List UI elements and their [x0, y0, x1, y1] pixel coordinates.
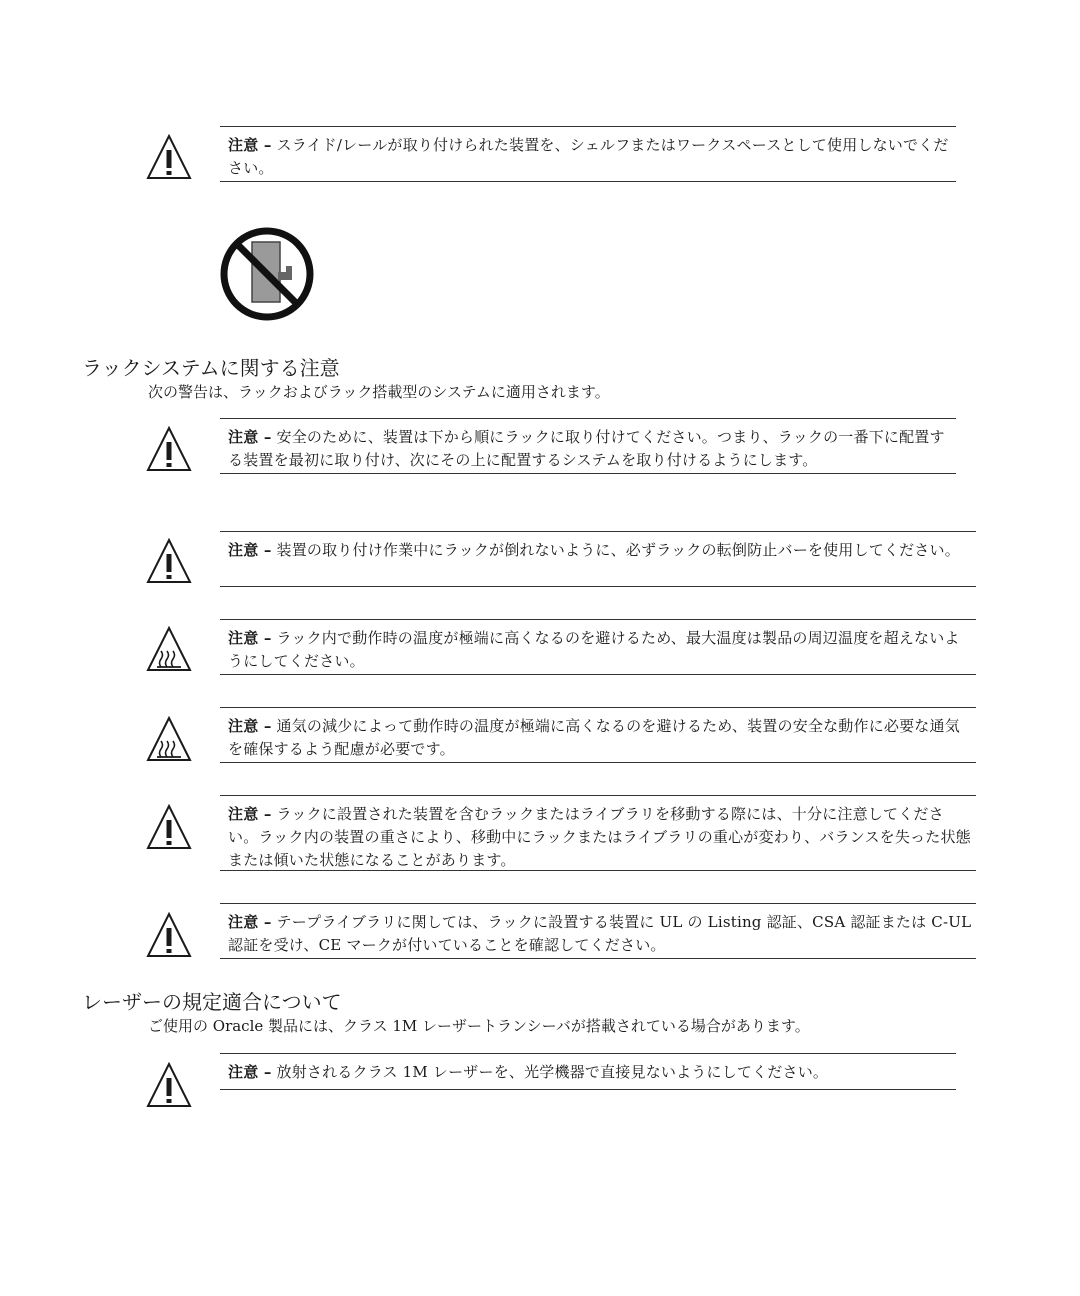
caution-label: 注意 –	[228, 805, 272, 823]
hot-surface-warning-icon	[146, 716, 192, 762]
caution-label: 注意 –	[228, 629, 272, 647]
exclamation-warning-icon	[146, 1062, 192, 1108]
caution-label: 注意 –	[228, 1063, 272, 1081]
caution-text: 安全のために、装置は下から順にラックに取り付けてください。つまり、ラックの一番下に配置する装置を最初に取り付け、次にその上に配置するシステムを取り付けるようにします。	[228, 428, 945, 469]
caution-block	[220, 418, 956, 474]
exclamation-warning-icon	[146, 804, 192, 850]
caution-block	[220, 619, 976, 675]
exclamation-warning-icon	[146, 134, 192, 180]
caution-label: 注意 –	[228, 136, 272, 154]
exclamation-warning-icon	[146, 912, 192, 958]
section-heading: レーザーの規定適合について	[82, 990, 342, 1014]
caution-label: 注意 –	[228, 717, 272, 735]
caution-text: 通気の減少によって動作時の温度が極端に高くなるのを避けるため、装置の安全な動作に必要な通気を確保するよう配慮が必要です。	[228, 717, 960, 758]
no-shelf-use-prohibition-icon	[218, 224, 316, 324]
caution-block	[220, 126, 956, 182]
caution-label: 注意 –	[228, 541, 272, 559]
section-intro: 次の警告は、ラックおよびラック搭載型のシステムに適用されます。	[148, 383, 610, 401]
hot-surface-warning-icon	[146, 626, 192, 672]
section-intro: ご使用の Oracle 製品には、クラス 1M レーザートランシーバが搭載されている場合があります。	[148, 1017, 810, 1035]
caution-label: 注意 –	[228, 428, 272, 446]
caution-block	[220, 795, 976, 871]
caution-text: スライド/レールが取り付けられた装置を、シェルフまたはワークスペースとして使用しないでください。	[228, 136, 949, 177]
caution-text: テープライブラリに関しては、ラックに設置する装置に UL の Listing 認証、CSA 認証または C-UL 認証を受け、CE マークが付いていることを確認してください。	[228, 913, 972, 954]
caution-text: 放射されるクラス 1M レーザーを、光学機器で直接見ないようにしてください。	[276, 1063, 829, 1081]
exclamation-warning-icon	[146, 538, 192, 584]
caution-text: 装置の取り付け作業中にラックが倒れないように、必ずラックの転倒防止バーを使用してください。	[276, 541, 960, 559]
section-heading: ラックシステムに関する注意	[82, 356, 340, 380]
caution-block	[220, 903, 976, 959]
caution-block	[220, 1053, 956, 1090]
exclamation-warning-icon	[146, 426, 192, 472]
caution-text: ラックに設置された装置を含むラックまたはライブラリを移動する際には、十分に注意してください。ラック内の装置の重さにより、移動中にラックまたはライブラリの重心が変わり、バランスを失った状態または傾いた状態になることがあります。	[228, 805, 971, 869]
caution-block	[220, 531, 976, 587]
caution-block	[220, 707, 976, 763]
caution-label: 注意 –	[228, 913, 272, 931]
caution-text: ラック内で動作時の温度が極端に高くなるのを避けるため、最大温度は製品の周辺温度を超えないようにしてください。	[228, 629, 960, 670]
